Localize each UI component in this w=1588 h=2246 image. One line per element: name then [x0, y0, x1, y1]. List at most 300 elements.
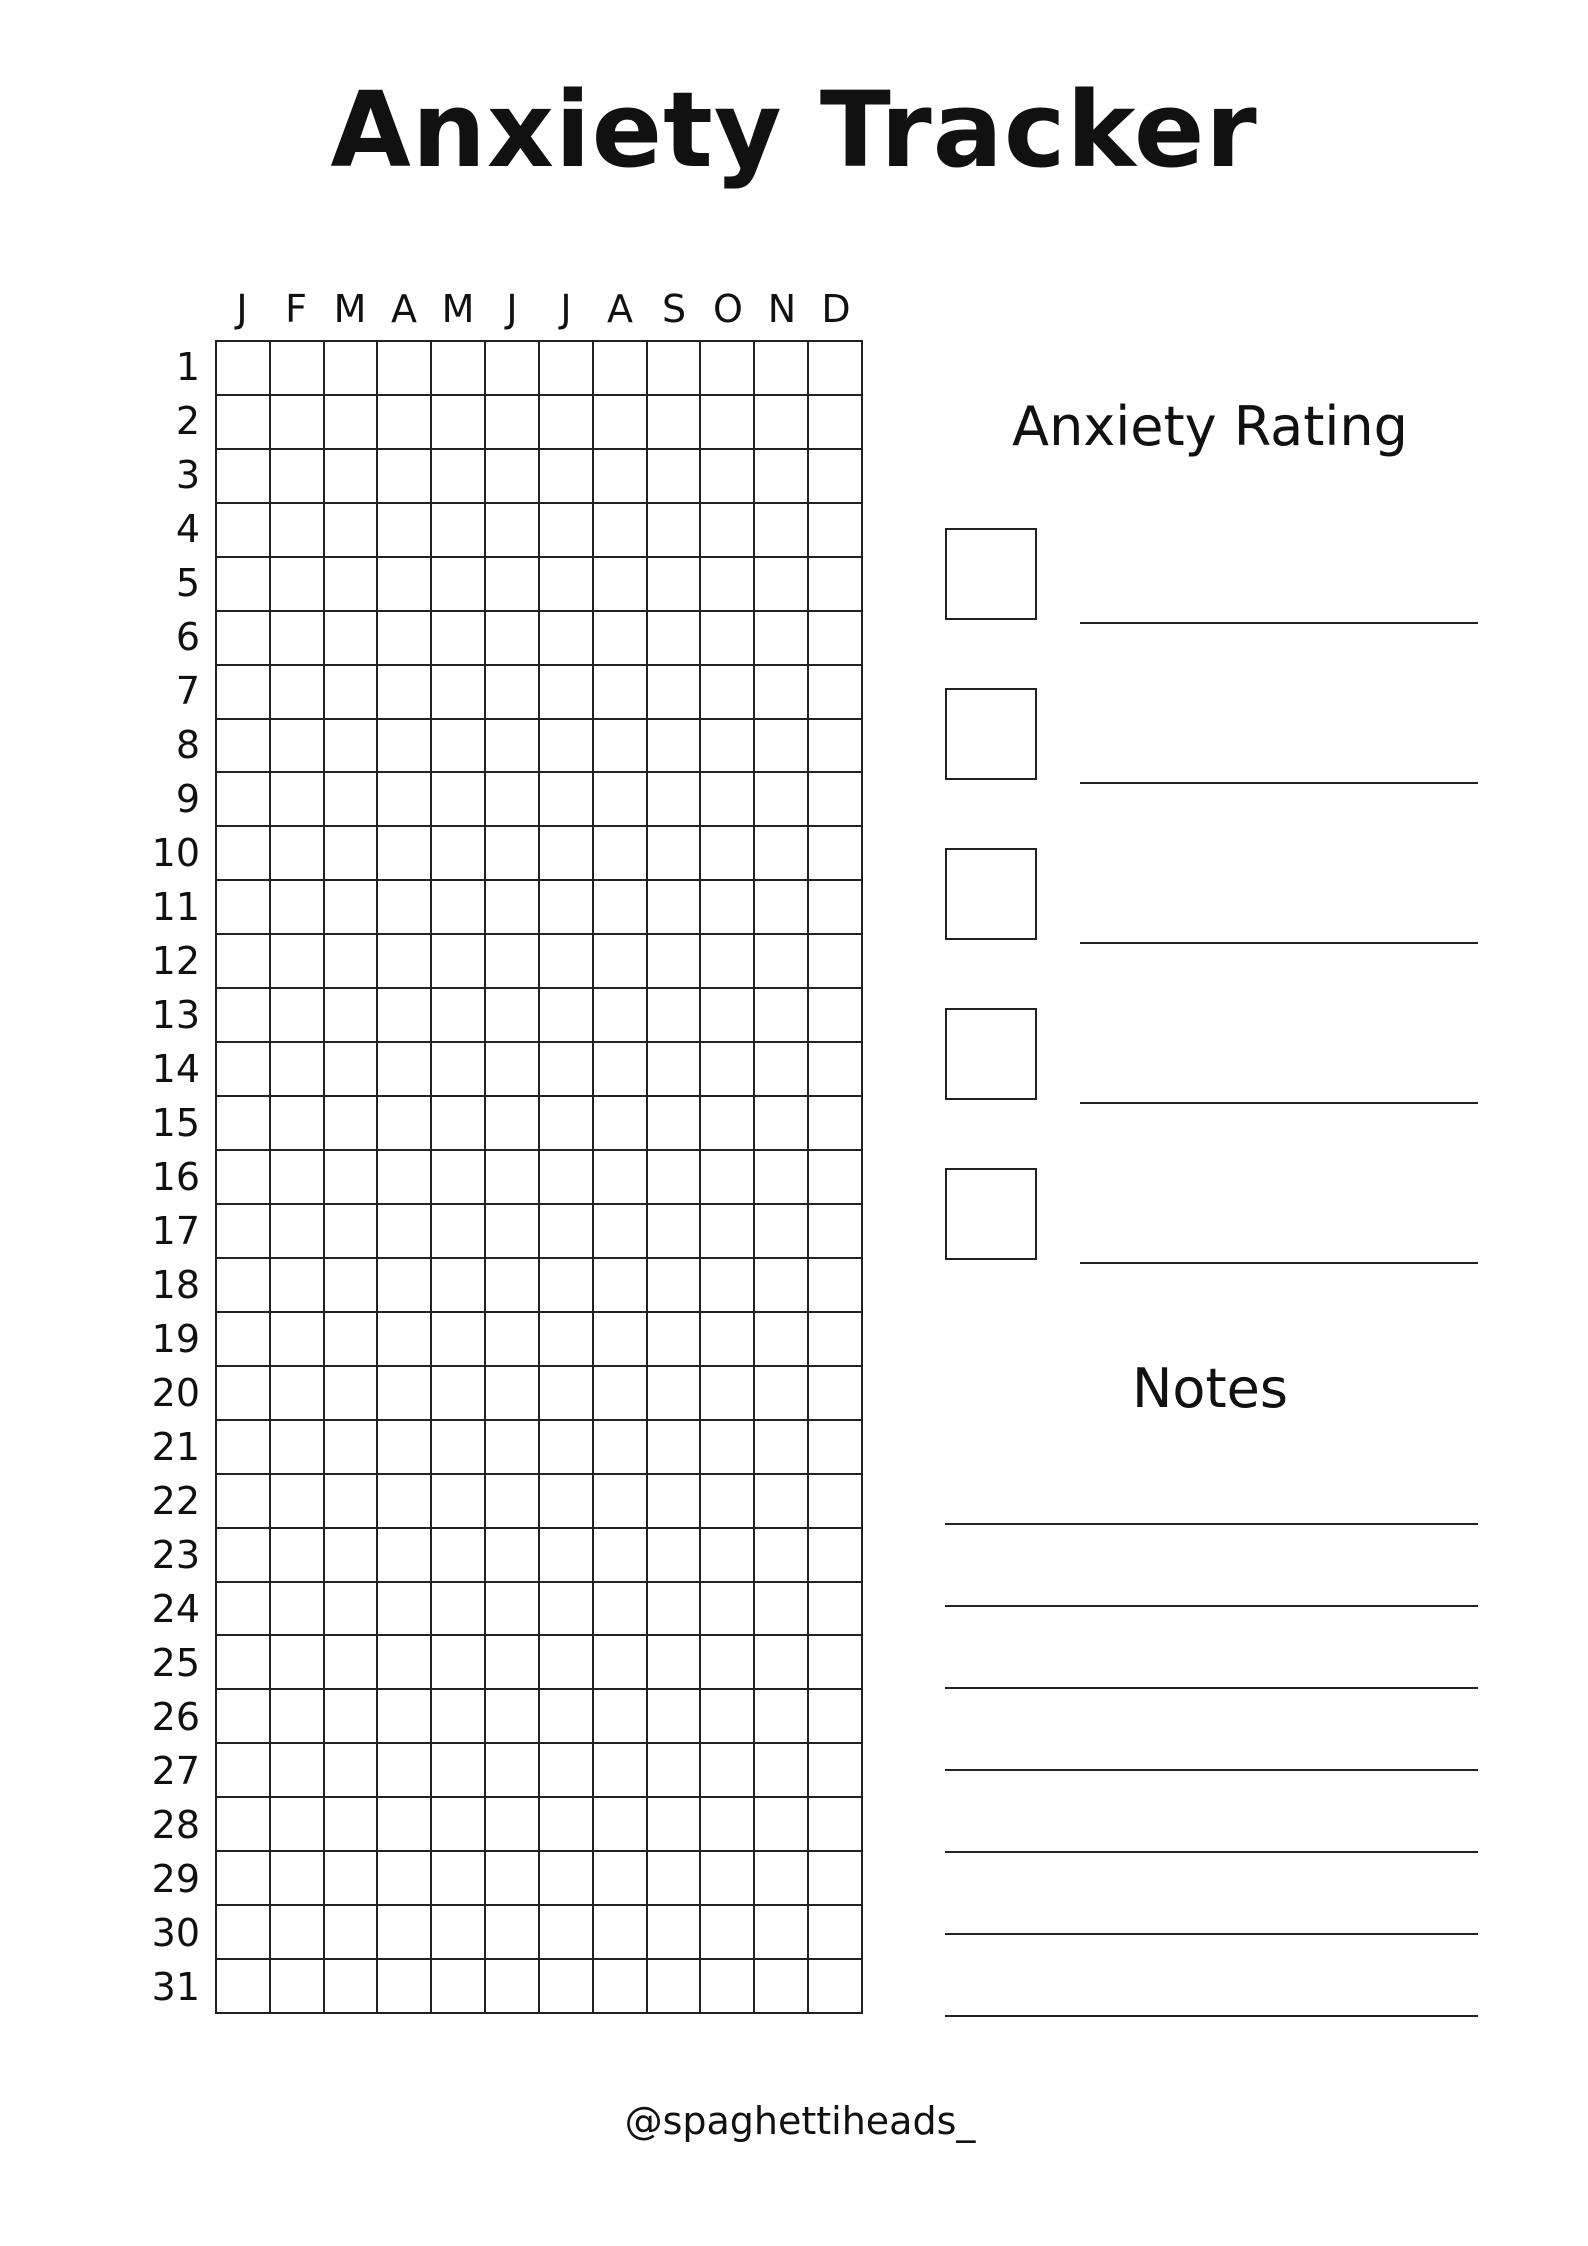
tracker-cell[interactable] — [217, 1852, 271, 1906]
tracker-cell[interactable] — [378, 1529, 432, 1583]
tracker-cell[interactable] — [378, 1906, 432, 1960]
tracker-cell[interactable] — [809, 1636, 863, 1690]
tracker-cell[interactable] — [378, 935, 432, 989]
tracker-cell[interactable] — [325, 1097, 379, 1151]
tracker-cell[interactable] — [378, 558, 432, 612]
tracker-cell[interactable] — [594, 666, 648, 720]
tracker-cell[interactable] — [217, 720, 271, 774]
tracker-cell[interactable] — [486, 1151, 540, 1205]
tracker-cell[interactable] — [809, 666, 863, 720]
tracker-cell[interactable] — [648, 1475, 702, 1529]
tracker-cell[interactable] — [755, 1043, 809, 1097]
tracker-cell[interactable] — [540, 1583, 594, 1637]
tracker-cell[interactable] — [217, 1259, 271, 1313]
tracker-cell[interactable] — [432, 1798, 486, 1852]
tracker-cell[interactable] — [325, 1421, 379, 1475]
tracker-cell[interactable] — [217, 1690, 271, 1744]
tracker-cell[interactable] — [432, 1259, 486, 1313]
tracker-cell[interactable] — [594, 396, 648, 450]
tracker-cell[interactable] — [271, 773, 325, 827]
tracker-cell[interactable] — [648, 396, 702, 450]
tracker-cell[interactable] — [486, 1475, 540, 1529]
tracker-cell[interactable] — [271, 989, 325, 1043]
tracker-cell[interactable] — [648, 1583, 702, 1637]
tracker-cell[interactable] — [701, 773, 755, 827]
tracker-cell[interactable] — [271, 342, 325, 396]
tracker-cell[interactable] — [378, 1259, 432, 1313]
tracker-cell[interactable] — [594, 504, 648, 558]
tracker-cell[interactable] — [325, 1690, 379, 1744]
tracker-cell[interactable] — [809, 612, 863, 666]
tracker-cell[interactable] — [540, 1529, 594, 1583]
tracker-cell[interactable] — [378, 666, 432, 720]
tracker-cell[interactable] — [648, 720, 702, 774]
tracker-cell[interactable] — [701, 1798, 755, 1852]
tracker-cell[interactable] — [648, 1313, 702, 1367]
tracker-cell[interactable] — [271, 1798, 325, 1852]
tracker-cell[interactable] — [701, 1367, 755, 1421]
tracker-cell[interactable] — [701, 1690, 755, 1744]
tracker-cell[interactable] — [648, 773, 702, 827]
tracker-cell[interactable] — [378, 881, 432, 935]
tracker-cell[interactable] — [271, 1259, 325, 1313]
tracker-cell[interactable] — [594, 989, 648, 1043]
tracker-cell[interactable] — [432, 1583, 486, 1637]
tracker-cell[interactable] — [701, 1583, 755, 1637]
tracker-cell[interactable] — [271, 1043, 325, 1097]
tracker-cell[interactable] — [378, 504, 432, 558]
tracker-cell[interactable] — [217, 935, 271, 989]
tracker-cell[interactable] — [325, 1583, 379, 1637]
tracker-cell[interactable] — [809, 1151, 863, 1205]
tracker-cell[interactable] — [648, 1852, 702, 1906]
tracker-cell[interactable] — [809, 1313, 863, 1367]
tracker-cell[interactable] — [648, 450, 702, 504]
tracker-cell[interactable] — [325, 827, 379, 881]
tracker-cell[interactable] — [540, 1367, 594, 1421]
tracker-cell[interactable] — [217, 450, 271, 504]
tracker-cell[interactable] — [271, 1906, 325, 1960]
tracker-cell[interactable] — [378, 1313, 432, 1367]
tracker-cell[interactable] — [755, 1690, 809, 1744]
tracker-cell[interactable] — [594, 1097, 648, 1151]
tracker-cell[interactable] — [217, 1906, 271, 1960]
tracker-cell[interactable] — [217, 504, 271, 558]
tracker-cell[interactable] — [594, 1852, 648, 1906]
tracker-cell[interactable] — [701, 1421, 755, 1475]
tracker-cell[interactable] — [486, 558, 540, 612]
note-line[interactable] — [945, 2015, 1478, 2097]
tracker-cell[interactable] — [217, 1313, 271, 1367]
tracker-cell[interactable] — [809, 1852, 863, 1906]
tracker-cell[interactable] — [325, 1960, 379, 2014]
tracker-cell[interactable] — [432, 558, 486, 612]
tracker-cell[interactable] — [594, 881, 648, 935]
tracker-cell[interactable] — [486, 1690, 540, 1744]
tracker-cell[interactable] — [755, 1259, 809, 1313]
tracker-cell[interactable] — [378, 1043, 432, 1097]
tracker-cell[interactable] — [217, 881, 271, 935]
tracker-cell[interactable] — [648, 1151, 702, 1205]
tracker-cell[interactable] — [271, 504, 325, 558]
tracker-cell[interactable] — [271, 827, 325, 881]
tracker-cell[interactable] — [378, 1960, 432, 2014]
tracker-cell[interactable] — [271, 1367, 325, 1421]
tracker-cell[interactable] — [701, 342, 755, 396]
rating-color-box[interactable] — [945, 528, 1037, 620]
tracker-cell[interactable] — [217, 1151, 271, 1205]
tracker-cell[interactable] — [594, 1583, 648, 1637]
tracker-cell[interactable] — [271, 612, 325, 666]
tracker-cell[interactable] — [540, 504, 594, 558]
tracker-cell[interactable] — [325, 989, 379, 1043]
tracker-cell[interactable] — [648, 1798, 702, 1852]
tracker-cell[interactable] — [486, 504, 540, 558]
rating-color-box[interactable] — [945, 688, 1037, 780]
tracker-cell[interactable] — [809, 1259, 863, 1313]
tracker-cell[interactable] — [755, 1906, 809, 1960]
tracker-cell[interactable] — [217, 666, 271, 720]
tracker-cell[interactable] — [271, 450, 325, 504]
tracker-cell[interactable] — [594, 450, 648, 504]
tracker-cell[interactable] — [701, 1906, 755, 1960]
tracker-cell[interactable] — [648, 1906, 702, 1960]
tracker-cell[interactable] — [540, 342, 594, 396]
tracker-cell[interactable] — [432, 1421, 486, 1475]
tracker-cell[interactable] — [325, 935, 379, 989]
tracker-cell[interactable] — [755, 1313, 809, 1367]
tracker-cell[interactable] — [217, 1367, 271, 1421]
tracker-cell[interactable] — [432, 504, 486, 558]
tracker-cell[interactable] — [755, 1744, 809, 1798]
tracker-cell[interactable] — [809, 1798, 863, 1852]
tracker-cell[interactable] — [594, 612, 648, 666]
tracker-cell[interactable] — [540, 1475, 594, 1529]
tracker-cell[interactable] — [755, 1852, 809, 1906]
tracker-cell[interactable] — [809, 1960, 863, 2014]
tracker-cell[interactable] — [648, 342, 702, 396]
tracker-cell[interactable] — [809, 827, 863, 881]
tracker-cell[interactable] — [217, 1744, 271, 1798]
tracker-cell[interactable] — [648, 989, 702, 1043]
tracker-cell[interactable] — [271, 720, 325, 774]
tracker-cell[interactable] — [271, 1529, 325, 1583]
tracker-cell[interactable] — [594, 1475, 648, 1529]
tracker-cell[interactable] — [809, 1744, 863, 1798]
tracker-cell[interactable] — [325, 1205, 379, 1259]
tracker-cell[interactable] — [378, 1690, 432, 1744]
tracker-cell[interactable] — [540, 773, 594, 827]
tracker-cell[interactable] — [325, 612, 379, 666]
tracker-cell[interactable] — [271, 1583, 325, 1637]
tracker-cell[interactable] — [378, 720, 432, 774]
tracker-cell[interactable] — [648, 1421, 702, 1475]
tracker-cell[interactable] — [701, 989, 755, 1043]
tracker-cell[interactable] — [540, 396, 594, 450]
tracker-cell[interactable] — [486, 1906, 540, 1960]
tracker-cell[interactable] — [486, 935, 540, 989]
tracker-cell[interactable] — [432, 666, 486, 720]
tracker-cell[interactable] — [325, 1636, 379, 1690]
tracker-cell[interactable] — [701, 1097, 755, 1151]
tracker-cell[interactable] — [540, 666, 594, 720]
tracker-cell[interactable] — [325, 1529, 379, 1583]
tracker-cell[interactable] — [432, 1043, 486, 1097]
tracker-cell[interactable] — [809, 558, 863, 612]
tracker-cell[interactable] — [540, 612, 594, 666]
tracker-cell[interactable] — [432, 1906, 486, 1960]
tracker-cell[interactable] — [701, 666, 755, 720]
note-line[interactable] — [945, 1687, 1478, 1769]
tracker-cell[interactable] — [809, 989, 863, 1043]
tracker-cell[interactable] — [432, 827, 486, 881]
rating-label-line[interactable] — [1080, 1102, 1478, 1104]
tracker-cell[interactable] — [648, 1259, 702, 1313]
tracker-cell[interactable] — [378, 989, 432, 1043]
tracker-cell[interactable] — [378, 1798, 432, 1852]
tracker-cell[interactable] — [217, 827, 271, 881]
tracker-cell[interactable] — [378, 612, 432, 666]
tracker-cell[interactable] — [809, 720, 863, 774]
tracker-cell[interactable] — [648, 1690, 702, 1744]
tracker-cell[interactable] — [217, 1205, 271, 1259]
tracker-cell[interactable] — [701, 1960, 755, 2014]
tracker-cell[interactable] — [701, 881, 755, 935]
tracker-cell[interactable] — [486, 989, 540, 1043]
tracker-cell[interactable] — [809, 1043, 863, 1097]
tracker-cell[interactable] — [648, 881, 702, 935]
note-line[interactable] — [945, 1605, 1478, 1687]
tracker-cell[interactable] — [755, 1097, 809, 1151]
tracker-cell[interactable] — [432, 773, 486, 827]
tracker-cell[interactable] — [217, 1960, 271, 2014]
tracker-cell[interactable] — [325, 1852, 379, 1906]
tracker-cell[interactable] — [540, 1097, 594, 1151]
tracker-cell[interactable] — [648, 1744, 702, 1798]
tracker-cell[interactable] — [325, 504, 379, 558]
tracker-cell[interactable] — [325, 773, 379, 827]
tracker-cell[interactable] — [432, 342, 486, 396]
rating-color-box[interactable] — [945, 1168, 1037, 1260]
tracker-cell[interactable] — [432, 450, 486, 504]
tracker-cell[interactable] — [701, 935, 755, 989]
note-line[interactable] — [945, 1933, 1478, 2015]
tracker-cell[interactable] — [648, 1960, 702, 2014]
tracker-cell[interactable] — [325, 1151, 379, 1205]
tracker-cell[interactable] — [486, 396, 540, 450]
tracker-cell[interactable] — [486, 1043, 540, 1097]
tracker-cell[interactable] — [486, 720, 540, 774]
tracker-cell[interactable] — [378, 1205, 432, 1259]
tracker-cell[interactable] — [378, 827, 432, 881]
tracker-cell[interactable] — [271, 881, 325, 935]
tracker-cell[interactable] — [809, 773, 863, 827]
tracker-cell[interactable] — [432, 1151, 486, 1205]
tracker-cell[interactable] — [271, 1475, 325, 1529]
tracker-cell[interactable] — [540, 1259, 594, 1313]
tracker-cell[interactable] — [594, 1798, 648, 1852]
tracker-cell[interactable] — [648, 504, 702, 558]
tracker-cell[interactable] — [648, 558, 702, 612]
tracker-cell[interactable] — [701, 450, 755, 504]
tracker-cell[interactable] — [701, 612, 755, 666]
tracker-cell[interactable] — [271, 1636, 325, 1690]
tracker-cell[interactable] — [271, 396, 325, 450]
tracker-cell[interactable] — [378, 1367, 432, 1421]
tracker-cell[interactable] — [486, 1313, 540, 1367]
tracker-cell[interactable] — [540, 558, 594, 612]
tracker-cell[interactable] — [809, 1529, 863, 1583]
tracker-cell[interactable] — [648, 1636, 702, 1690]
tracker-cell[interactable] — [755, 1205, 809, 1259]
tracker-cell[interactable] — [486, 1097, 540, 1151]
rating-label-line[interactable] — [1080, 942, 1478, 944]
tracker-cell[interactable] — [432, 1529, 486, 1583]
tracker-cell[interactable] — [755, 1421, 809, 1475]
tracker-cell[interactable] — [540, 827, 594, 881]
tracker-cell[interactable] — [755, 396, 809, 450]
tracker-cell[interactable] — [701, 396, 755, 450]
tracker-cell[interactable] — [271, 1205, 325, 1259]
tracker-cell[interactable] — [540, 1151, 594, 1205]
tracker-cell[interactable] — [594, 1151, 648, 1205]
tracker-cell[interactable] — [540, 720, 594, 774]
rating-label-line[interactable] — [1080, 1262, 1478, 1264]
tracker-cell[interactable] — [648, 1367, 702, 1421]
tracker-cell[interactable] — [486, 1798, 540, 1852]
tracker-cell[interactable] — [540, 450, 594, 504]
tracker-cell[interactable] — [540, 935, 594, 989]
tracker-cell[interactable] — [325, 1313, 379, 1367]
tracker-cell[interactable] — [325, 720, 379, 774]
tracker-cell[interactable] — [217, 989, 271, 1043]
tracker-cell[interactable] — [755, 1475, 809, 1529]
tracker-cell[interactable] — [378, 1475, 432, 1529]
tracker-cell[interactable] — [378, 396, 432, 450]
tracker-cell[interactable] — [432, 1313, 486, 1367]
tracker-cell[interactable] — [809, 881, 863, 935]
tracker-cell[interactable] — [755, 773, 809, 827]
tracker-cell[interactable] — [486, 773, 540, 827]
tracker-cell[interactable] — [809, 504, 863, 558]
tracker-cell[interactable] — [325, 558, 379, 612]
tracker-cell[interactable] — [701, 827, 755, 881]
tracker-cell[interactable] — [378, 1151, 432, 1205]
tracker-cell[interactable] — [217, 342, 271, 396]
tracker-cell[interactable] — [271, 1744, 325, 1798]
tracker-cell[interactable] — [594, 1205, 648, 1259]
tracker-cell[interactable] — [325, 1744, 379, 1798]
tracker-cell[interactable] — [325, 666, 379, 720]
tracker-cell[interactable] — [809, 1421, 863, 1475]
tracker-cell[interactable] — [594, 1690, 648, 1744]
tracker-cell[interactable] — [755, 1960, 809, 2014]
tracker-cell[interactable] — [540, 881, 594, 935]
tracker-cell[interactable] — [325, 1043, 379, 1097]
tracker-cell[interactable] — [540, 1798, 594, 1852]
tracker-cell[interactable] — [755, 1636, 809, 1690]
tracker-cell[interactable] — [540, 1421, 594, 1475]
tracker-cell[interactable] — [271, 1421, 325, 1475]
tracker-cell[interactable] — [486, 1259, 540, 1313]
tracker-cell[interactable] — [809, 1475, 863, 1529]
tracker-cell[interactable] — [432, 720, 486, 774]
tracker-cell[interactable] — [271, 1960, 325, 2014]
tracker-cell[interactable] — [755, 504, 809, 558]
rating-label-line[interactable] — [1080, 622, 1478, 624]
tracker-cell[interactable] — [755, 881, 809, 935]
tracker-cell[interactable] — [701, 1475, 755, 1529]
tracker-cell[interactable] — [755, 612, 809, 666]
tracker-cell[interactable] — [701, 720, 755, 774]
tracker-cell[interactable] — [809, 396, 863, 450]
tracker-cell[interactable] — [217, 1043, 271, 1097]
tracker-cell[interactable] — [486, 1367, 540, 1421]
tracker-cell[interactable] — [378, 1583, 432, 1637]
tracker-cell[interactable] — [217, 1636, 271, 1690]
tracker-cell[interactable] — [486, 1852, 540, 1906]
tracker-cell[interactable] — [648, 666, 702, 720]
tracker-cell[interactable] — [432, 1690, 486, 1744]
tracker-cell[interactable] — [486, 1744, 540, 1798]
tracker-cell[interactable] — [432, 396, 486, 450]
tracker-cell[interactable] — [378, 1744, 432, 1798]
tracker-cell[interactable] — [701, 1313, 755, 1367]
tracker-cell[interactable] — [755, 1151, 809, 1205]
note-line[interactable] — [945, 1523, 1478, 1605]
tracker-cell[interactable] — [217, 612, 271, 666]
tracker-cell[interactable] — [648, 1529, 702, 1583]
tracker-cell[interactable] — [809, 1205, 863, 1259]
tracker-cell[interactable] — [325, 1367, 379, 1421]
tracker-cell[interactable] — [594, 773, 648, 827]
tracker-cell[interactable] — [809, 1583, 863, 1637]
tracker-cell[interactable] — [486, 612, 540, 666]
rating-label-line[interactable] — [1080, 782, 1478, 784]
tracker-cell[interactable] — [809, 1906, 863, 1960]
tracker-cell[interactable] — [432, 1475, 486, 1529]
tracker-cell[interactable] — [432, 1852, 486, 1906]
tracker-cell[interactable] — [701, 1151, 755, 1205]
tracker-cell[interactable] — [701, 1636, 755, 1690]
tracker-cell[interactable] — [378, 1421, 432, 1475]
tracker-cell[interactable] — [325, 1906, 379, 1960]
tracker-cell[interactable] — [594, 1636, 648, 1690]
tracker-cell[interactable] — [432, 881, 486, 935]
tracker-cell[interactable] — [594, 1744, 648, 1798]
note-line[interactable] — [945, 1851, 1478, 1933]
tracker-cell[interactable] — [217, 1529, 271, 1583]
tracker-cell[interactable] — [809, 1690, 863, 1744]
tracker-cell[interactable] — [378, 773, 432, 827]
tracker-cell[interactable] — [594, 720, 648, 774]
tracker-cell[interactable] — [325, 342, 379, 396]
tracker-cell[interactable] — [217, 1475, 271, 1529]
tracker-cell[interactable] — [755, 1583, 809, 1637]
tracker-cell[interactable] — [378, 1097, 432, 1151]
tracker-cell[interactable] — [755, 989, 809, 1043]
tracker-cell[interactable] — [755, 558, 809, 612]
tracker-cell[interactable] — [540, 1744, 594, 1798]
rating-color-box[interactable] — [945, 848, 1037, 940]
tracker-cell[interactable] — [325, 450, 379, 504]
tracker-cell[interactable] — [594, 935, 648, 989]
tracker-cell[interactable] — [432, 1205, 486, 1259]
tracker-cell[interactable] — [540, 1690, 594, 1744]
tracker-cell[interactable] — [701, 1043, 755, 1097]
tracker-cell[interactable] — [271, 558, 325, 612]
tracker-cell[interactable] — [594, 827, 648, 881]
